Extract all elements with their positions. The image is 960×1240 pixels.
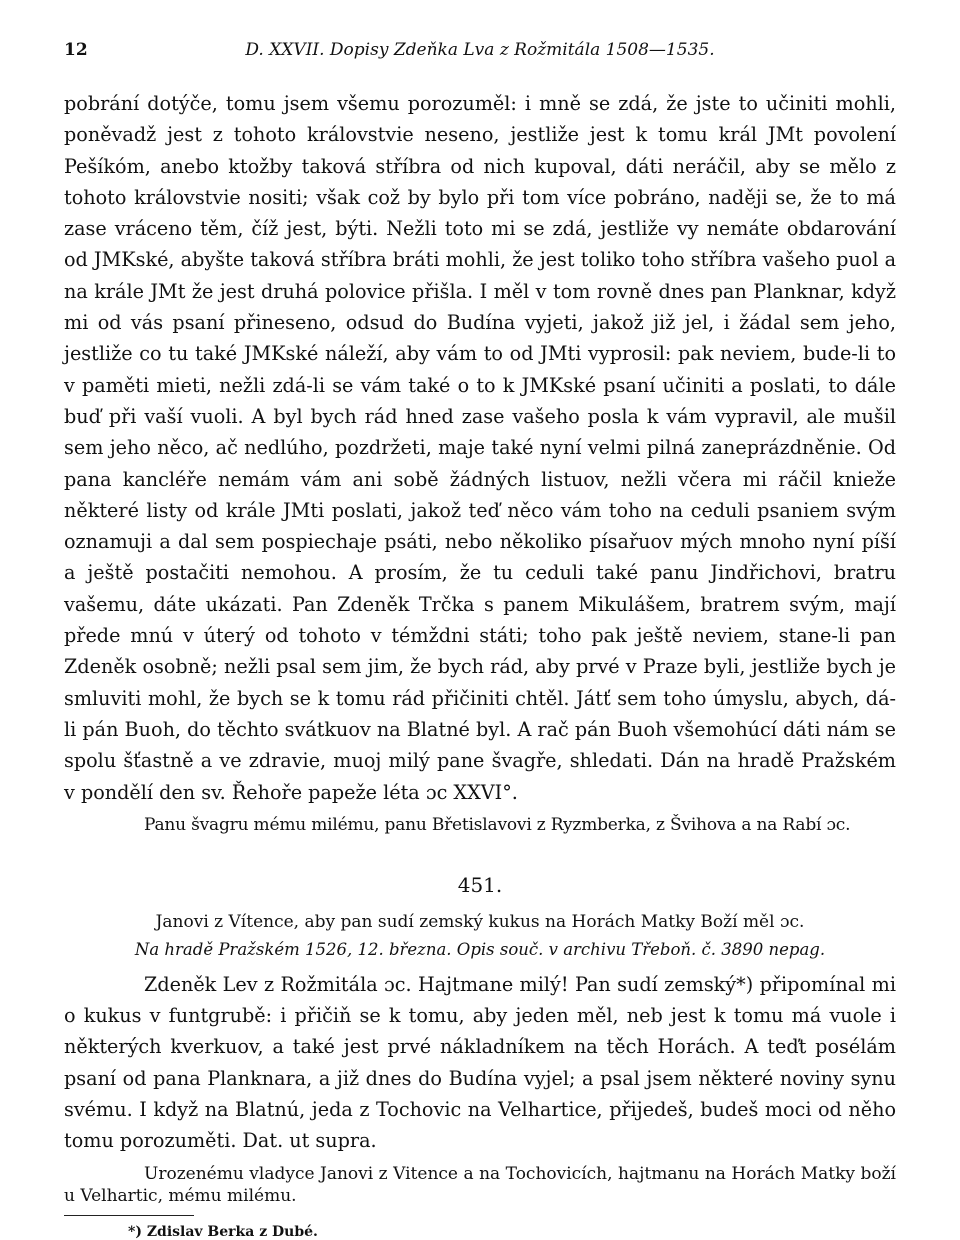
running-title: D. XXVII. Dopisy Zdeňka Lva z Rožmitála 1508—1535. <box>245 40 715 60</box>
footnote-rule <box>64 1215 194 1216</box>
letter-451-number: 451. <box>457 872 503 897</box>
letter-450-address: Panu švagru mému milému, panu Břetislavovi z Ryzmberka, z Švihova a na Rabí ɔc. <box>144 814 851 835</box>
letter-451-source: Na hradě Pražském 1526, 12. března. Opis souč. v archivu Třeboň. č. 3890 nepag. <box>134 939 826 959</box>
letter-450-body: pobrání dotýče, tomu jsem všemu porozuměl: i mně se zdá, že jste to učiniti mohli, poněvadž jest z tohoto královstvie neseno, jestliže jest k tomu král JMt povolení Pešíkóm, anebo ktožby taková stříbra od nich kupoval, dáti neráčil, aby se mělo z tohoto královstvie nositi; však což by bylo při tom více pobráno, naději se, že to má zase vráceno těm, číž jest, býti. Nežli toto mi se zdá, jestliže vy nemáte obdarování od JMKské, abyšte taková stříbra bráti mohli, že jest toliko toho stříbra vašeho puol a na krále JMt že jest druhá polovice přišla. I měl v tom rovně dnes pan Planknar, když mi od vás psaní přineseno, odsud do Budína vyjeti, jakož již jel, i žádal sem jeho, jestliže co tu také JMKské náleží, aby vám to od JMti vyprosil: pak neviem, bude-li to v paměti mieti, nežli zdá-li se vám také o to k JMKské psaní učiniti a poslati, to dále buď při vaší vuoli. A byl bych rád hned zase vašeho posla k vám vypravil, ale mušil sem jeho něco, ač nedlúho, pozdržeti, maje také nyní velmi pilná zaneprázdněnie. Od pana kancléře nemám vám ani sobě žádných listuov, nežli včera mi ráčil knieže některé listy od krále JMti poslati, jakož teď něco vám toho na ceduli psaniem svým oznamuji a dal sem pospiechaje psáti, nebo několiko písařuov mých mnoho nyní píší a ještě postačiti nemohou. A prosím, že tu ceduli také panu Jindřichovi, bratru vašemu, dáte ukázati. Pan Zdeněk Trčka s panem Mikulášem, bratrem svým, mají přede mnú v úterý od tohoto v témždni státi; toho pak ještě neviem, stane-li pan Zdeněk osobně; nežli psal sem jim, že bych rád, aby prvé v Praze byli, jestliže bych je smluviti mohl, že bych se k tomu rád přičiniti chtěl. Játť sem toho úmyslu, abych, dá-li pán Buoh, do těchto svátkuov na Blatné byl. A rač pán Buoh všemohúcí dáti nám se spolu šťastně a ve zdravie, muoj milý pane švagře, shledati. Dán na hradě Pražském v pondělí den sv. Řehoře papeže léta ɔc XXVI°. <box>64 92 897 804</box>
letter-451-regest: Janovi z Vítence, aby pan sudí zemský kukus na Horách Matky Boží měl ɔc. <box>155 911 805 932</box>
document-page <box>64 40 896 1240</box>
letter-451-address: Urozenému vladyce Janovi z Vitence a na Tochovicích, hajtmanu na Horách Matky boží u Velhartic, mému milému. <box>64 1163 896 1206</box>
footnote: *) Zdislav Berka z Dubé. <box>128 1223 318 1240</box>
page-header <box>64 40 896 66</box>
letter-451-body: Zdeněk Lev z Rožmitála ɔc. Hajtmane milý! Pan sudí zemský*) připomínal mi o kukus v funtgrubě: i přičiň se k tomu, aby jeden měl, neb jest k tomu má vuole i některých kverkuov, a také jest prvé nákladníkem na těch Horách. A teďt posélám psaní od pana Planknara, a již dnes do Budína vyjel; a psal jsem některé noviny synu svému. I když na Blatnú, jeda z Tochovic na Velhartice, přijedeš, budeš moci od něho tomu porozuměti. Dat. ut supra. <box>64 972 896 1153</box>
page-number: 12 <box>64 40 88 60</box>
